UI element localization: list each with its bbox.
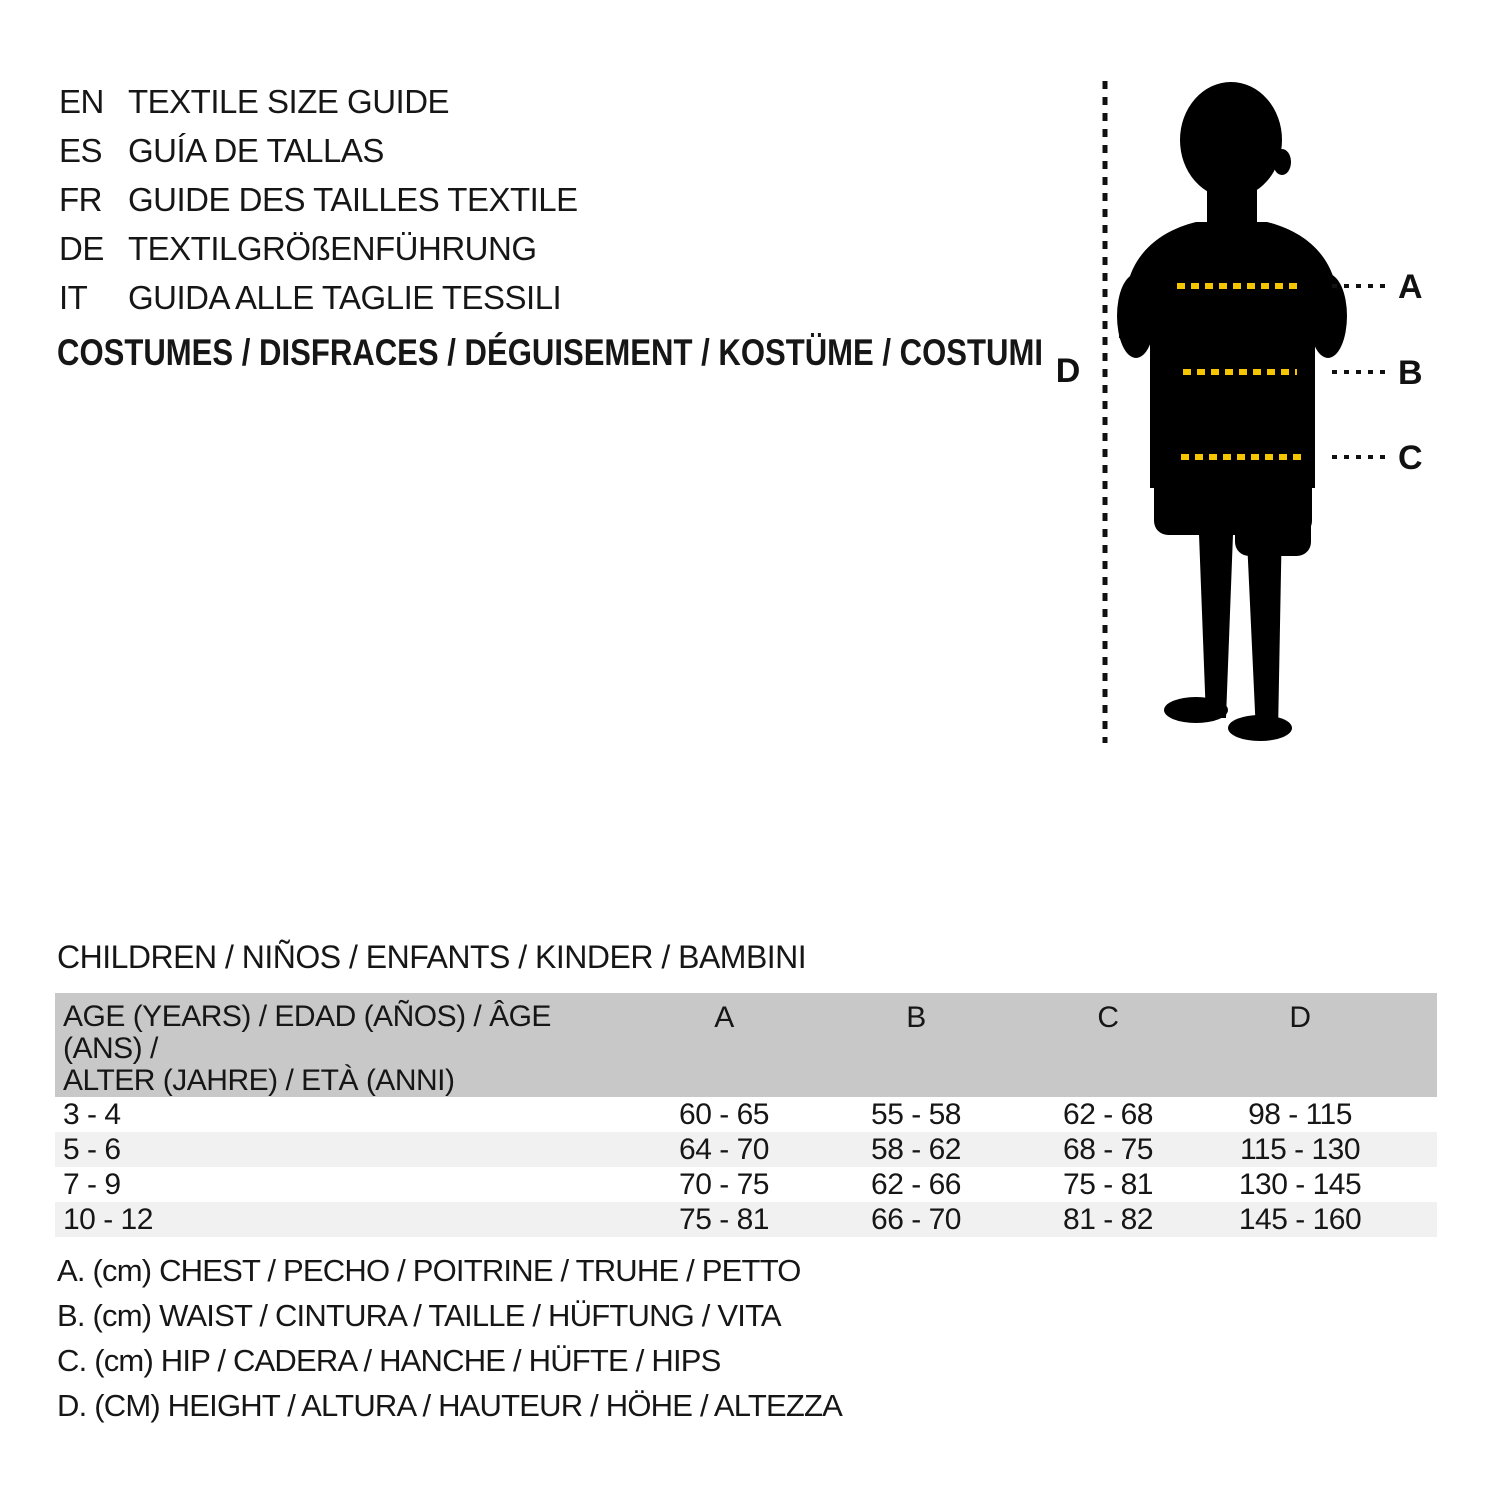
language-row-it [59,273,578,322]
legend-height: D. (CM) HEIGHT / ALTURA / HAUTEUR / HÖHE / ALTEZZA [57,1388,843,1423]
children-section-title: CHILDREN / NIÑOS / ENFANTS / KINDER / BAMBINI [57,939,807,975]
children-size-table [55,993,1437,1237]
language-row-de [59,224,578,273]
height-cell: 130 - 145 [1238,1167,1362,1201]
category-heading: COSTUMES / DISFRACES / DÉGUISEMENT / KOSTÜME / COSTUMI [57,332,1043,373]
waist-cell: 62 - 66 [871,1167,961,1201]
language-title: GUIDA ALLE TAGLIE TESSILI [128,279,562,316]
table-row [55,1097,1437,1132]
size-table-header-row [55,993,1437,1097]
language-title: GUIDE DES TAILLES TEXTILE [128,181,578,218]
height-cell: 145 - 160 [1238,1202,1362,1236]
chest-cell: 70 - 75 [679,1167,769,1201]
language-row-es [59,126,578,175]
language-title: GUÍA DE TALLAS [128,132,384,169]
silhouette-left-foot [1164,697,1228,723]
height-cell: 115 - 130 [1239,1132,1361,1166]
measurement-figure [1030,78,1430,748]
silhouette-right-foot [1228,715,1292,741]
silhouette-torso [1150,318,1315,488]
table-row [55,1202,1437,1237]
age-column-header [55,993,628,1097]
waist-cell: 55 - 58 [871,1097,961,1131]
silhouette-left-arm [1117,274,1155,358]
language-code: IT [59,279,88,316]
measurement-legend [57,1248,842,1428]
table-row [55,1167,1437,1202]
legend-waist: B. (cm) WAIST / CINTURA / TAILLE / HÜFTUNG / VITA [57,1298,781,1333]
chest-cell: 64 - 70 [679,1132,769,1166]
silhouette-neck [1207,164,1257,226]
hip-cell: 62 - 68 [1063,1097,1153,1131]
legend-hip: C. (cm) HIP / CADERA / HANCHE / HÜFTE / HIPS [57,1343,721,1378]
height-cell: 98 - 115 [1248,1097,1352,1131]
measurement-figure-svg [1030,78,1430,748]
language-code: DE [59,230,104,267]
silhouette-ear [1273,149,1291,175]
hip-cell: 81 - 82 [1063,1202,1153,1236]
silhouette-left-leg [1198,508,1234,718]
hip-label-c: C [1398,439,1423,477]
table-row [55,1132,1437,1167]
hip-cell: 75 - 81 [1063,1167,1153,1201]
age-header-line2: ALTER (JAHRE) / ETÀ (ANNI) [63,1064,455,1097]
column-header-d: D [1204,993,1437,1097]
waist-cell: 58 - 62 [871,1132,961,1166]
column-header-a: A [628,993,820,1097]
column-header-b: B [820,993,1012,1097]
child-silhouette [1117,82,1347,741]
language-row-fr [59,175,578,224]
age-cell: 7 - 9 [63,1167,121,1201]
age-cell: 10 - 12 [63,1202,153,1236]
chest-cell: 75 - 81 [679,1202,769,1236]
language-code: FR [59,181,102,218]
chest-cell: 60 - 65 [679,1097,769,1131]
height-label-d: D [1055,352,1081,390]
hip-cell: 68 - 75 [1063,1132,1153,1166]
language-code: EN [59,83,104,120]
chest-label-a: A [1398,268,1423,306]
silhouette-right-leg [1246,518,1282,733]
waist-label-b: B [1398,354,1423,392]
language-title-list [59,77,578,322]
age-cell: 5 - 6 [63,1132,121,1166]
language-code: ES [59,132,103,169]
waist-cell: 66 - 70 [871,1202,961,1236]
age-header-line1: AGE (YEARS) / EDAD (AÑOS) / ÂGE (ANS) / [63,1000,551,1065]
language-title: TEXTILE SIZE GUIDE [128,83,450,120]
language-title: TEXTILGRÖßENFÜHRUNG [128,230,537,267]
column-header-c: C [1012,993,1204,1097]
age-cell: 3 - 4 [63,1097,121,1131]
language-row-en [59,77,578,126]
legend-chest: A. (cm) CHEST / PECHO / POITRINE / TRUHE / PETTO [57,1253,801,1288]
